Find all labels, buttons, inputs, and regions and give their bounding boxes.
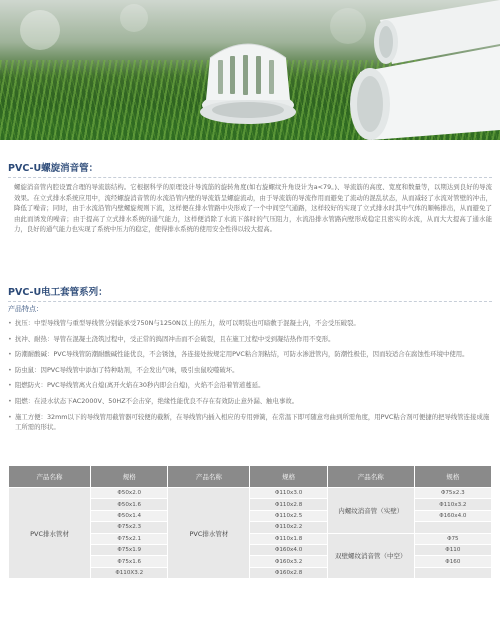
list-item: • 阻燃防火：PVC导线管离火自熄(离开火焰在30秒内即会自熄)，火焰不会沿着管道蔓延。 — [8, 380, 492, 391]
list-item: • 防虫鼠：因PVC导线管中添加了特种助剂，不会发出气味，吸引虫鼠咬噬破坏。 — [8, 365, 492, 376]
table-header-row — [9, 466, 492, 488]
list-item: • 抗压：中型导线管与重型导线管分别能承受750N与1250N以上的压力，故可以明装也可暗敷于混凝土内，不会受压破裂。 — [8, 318, 492, 329]
spec-cell: Φ110x1.8 — [250, 533, 327, 544]
pipe-fittings-illustration — [0, 0, 500, 140]
spec-cell: Φ110 — [414, 544, 491, 555]
spec-cell: Φ75x2.3 — [414, 488, 491, 499]
list-item: • 阻燃：在浸水状态下AC2000V、50HZ不会击穿，绝缘性能优良不存在有效防止意外漏、触电事故。 — [8, 396, 492, 407]
spec-cell: Φ110x3.2 — [414, 499, 491, 510]
product-name-cell: PVC排水管材 — [168, 488, 250, 579]
header-spec: 规格 — [250, 466, 327, 488]
spec-cell: Φ110x2.8 — [250, 499, 327, 510]
spec-cell: Φ110x2.5 — [250, 510, 327, 521]
spec-cell: Φ50x1.4 — [91, 510, 168, 521]
section-title: PVC-U电工套管系列： — [8, 284, 492, 302]
spec-cell: Φ110X3.2 — [91, 567, 168, 578]
spec-cell: Φ110x2.2 — [250, 522, 327, 533]
header-spec: 规格 — [91, 466, 168, 488]
spec-cell: Φ75x2.1 — [91, 533, 168, 544]
spec-cell: Φ50x2.0 — [91, 488, 168, 499]
header-product-name: 产品名称 — [168, 466, 250, 488]
header-product-name: 产品名称 — [9, 466, 91, 488]
spec-cell: Φ75 — [414, 533, 491, 544]
spec-cell: Φ110x3.0 — [250, 488, 327, 499]
list-item: • 防潮耐酸碱：PVC导线管防潮耐酸碱性能优良，不会锈蚀，各连接处按规定用PVC粘合剂粘结，可防水渗进管内，防潮性极佳，因而较适合在腐蚀性环境中使用。 — [8, 349, 492, 360]
spec-cell: Φ160x2.8 — [250, 567, 327, 578]
spec-cell: Φ75x1.9 — [91, 544, 168, 555]
list-item: • 抗冲、耐热：导管在混凝土浇筑过程中，受正常的捣固冲击而不会破裂，且在施工过程中受到凝结热作用不变形。 — [8, 334, 492, 345]
table-row — [9, 488, 492, 499]
spec-cell: Φ160x3.2 — [250, 556, 327, 567]
spec-cell: Φ160x4.0 — [250, 544, 327, 555]
electrical-conduit-section — [8, 284, 492, 438]
section-paragraph: 螺旋消音管内腔设置合理的导流筋结构。它根据科学的原理设计导流筋的旋转角度(如右旋螺纹升角设计为a<79。)、导流筋的高度、宽度和数量等，以期达到良好的导流效果。在立式排水系统应用中，流经螺旋消音管的水流沿管内壁的导流筋呈螺旋流动，由于导流筋的导流作用而避免了流动的混乱状态，从而减轻了水流对管壁的冲击，降低了噪音；同时，由于水流沿管内壁螺旋规则下流，这样便在排水管路中央形成了一个中间空气通路，这样较好的实现了立式排水时其中气体的顺畅排出，从而避免了由此而诱发的噪音；由于提高了立式排水系统的通气能力，这样便消除了水流下落时的气压阻力，水流沿排水管路向壁形成稳定且密实的水流，从而大大提高了通水能力，良好的通气能力也实现了系统中压力的稳定，使得排水系统的使用安全性得以较大提高。 — [14, 183, 492, 234]
product-name-cell: PVC排水管材 — [9, 488, 91, 579]
spec-cell-empty — [414, 567, 491, 578]
spec-cell: Φ160 — [414, 556, 491, 567]
product-name-cell: 双壁螺纹消音管（中空） — [327, 533, 414, 579]
spec-table — [8, 465, 492, 579]
spec-cell: Φ75x1.6 — [91, 556, 168, 567]
feature-list — [8, 318, 492, 433]
spec-cell: Φ50x1.6 — [91, 499, 168, 510]
hero-image — [0, 0, 500, 140]
header-spec: 规格 — [414, 466, 491, 488]
spec-cell-empty — [414, 522, 491, 533]
header-product-name: 产品名称 — [327, 466, 414, 488]
spec-cell: Φ75x2.3 — [91, 522, 168, 533]
section-title: PVC-U螺旋消音管： — [8, 160, 492, 178]
product-name-cell: 内螺纹消音管（实壁） — [327, 488, 414, 534]
spiral-pipe-section — [8, 160, 492, 235]
spec-cell: Φ160x4.0 — [414, 510, 491, 521]
list-item: • 施工方便：32mm以下的导线管用截管器可较便的截断，在导线管内插入相应的专用弹簧，在常温下即可随意弯曲到所需角度，用PVC粘合剂可便捷的把导线管连接成施工所需的形状。 — [8, 412, 492, 433]
section-subtitle: 产品特点： — [8, 305, 43, 313]
